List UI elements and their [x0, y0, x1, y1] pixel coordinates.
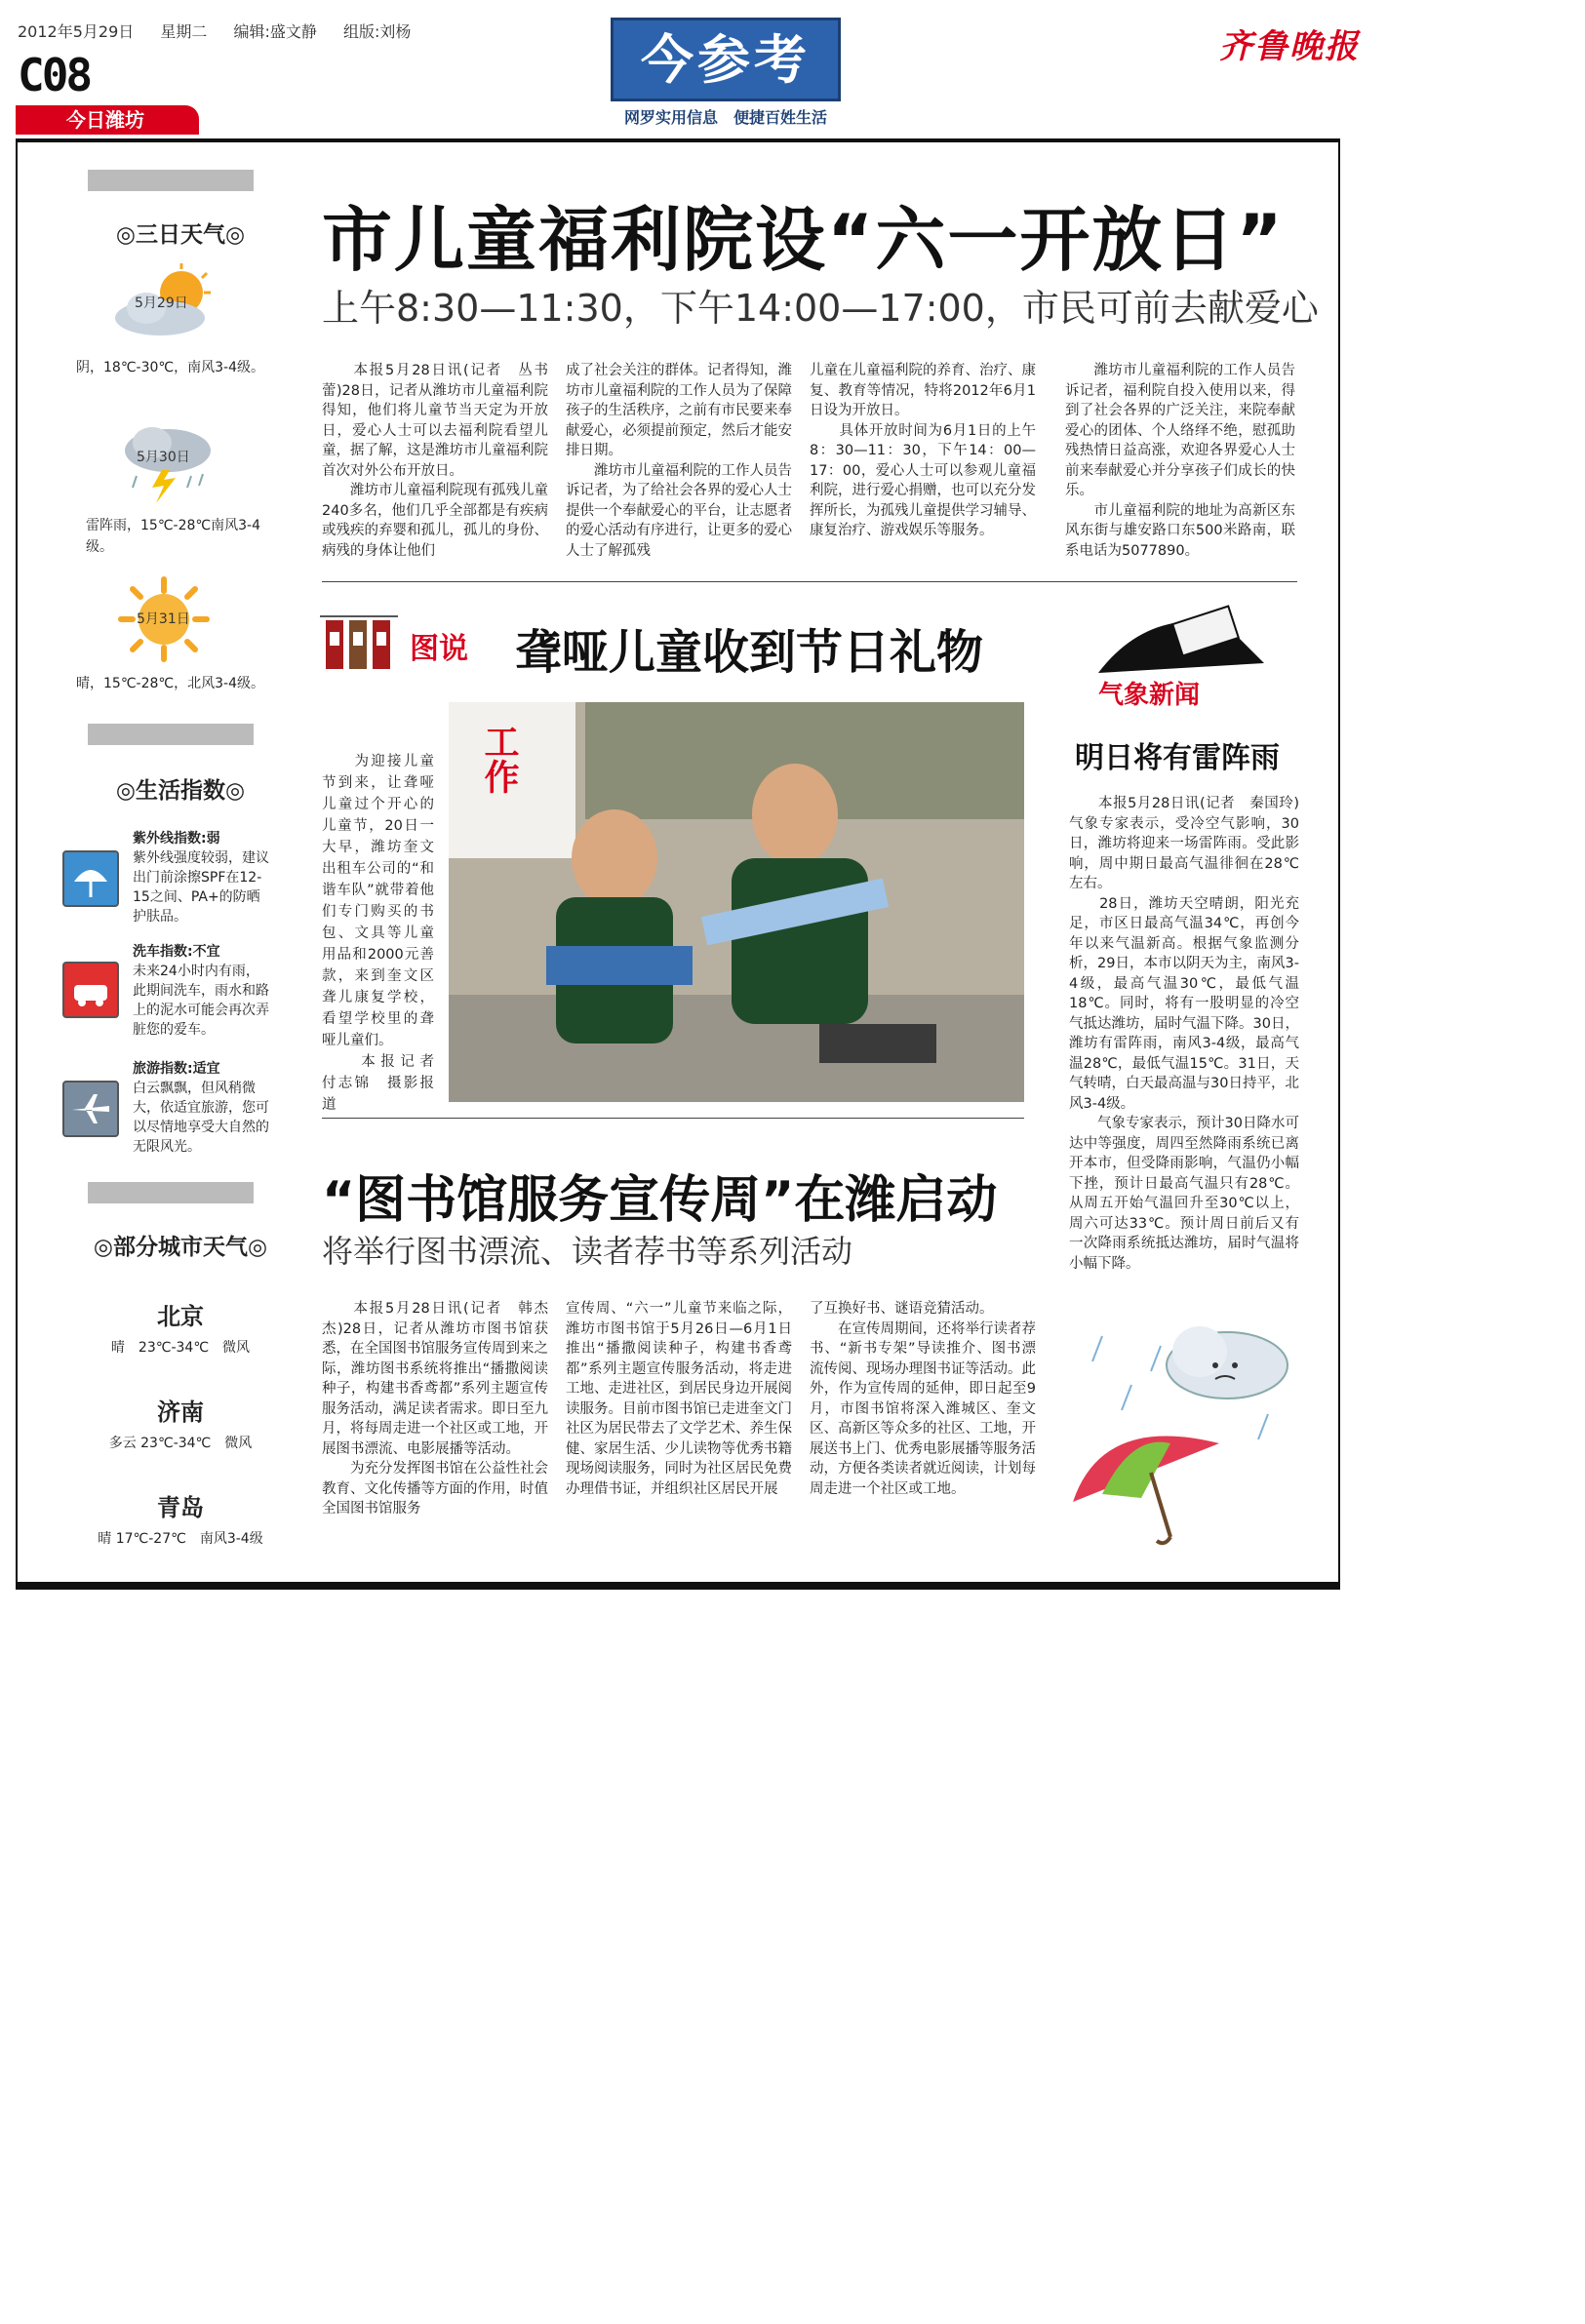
photo-caption: 为迎接儿童节到来，让聋哑儿童过个开心的儿童节，20日一大早，潍坊奎文出租车公司的“和谐车队”就带着他们专门购买的书包、文具等儿童用品和2000元善款，来到奎文区聋儿康复学校，看望学校里的聋哑儿童们。 本报记者 付志锦 摄影报道 [322, 754, 434, 1113]
column-logo: 今参考 [611, 18, 841, 101]
sidebar-gray-bar [88, 724, 254, 745]
section-label: 今日潍坊 [16, 105, 199, 135]
weather-news-headline: 明日将有雷阵雨 [1075, 741, 1280, 775]
layout-credit: 组版:刘杨 [342, 22, 412, 41]
city-jinan [39, 1393, 322, 1452]
day1-forecast: 阴，18℃-30℃，南风3-4级。 [76, 360, 264, 375]
life-index-title: ◎生活指数◎ [115, 778, 246, 804]
umbrella-uv-icon [62, 850, 119, 907]
cloud-umbrella-icon [1063, 1307, 1307, 1551]
photo-headline: 聋哑儿童收到节日礼物 [515, 625, 984, 680]
article2-headline: “图书馆服务宣传周”在潍启动 [322, 1171, 998, 1230]
car-wash-index [133, 942, 269, 1040]
car-wash-index-name: 洗车指数:不宜 [133, 944, 220, 960]
city-weather: 晴 23℃-34℃ 微风 [110, 1340, 251, 1356]
top-rule [16, 138, 1340, 142]
uv-index-text: 紫外线强度较弱，建议出门前涂擦SPF在12-15之间、PA+的防晒护肤品。 [133, 850, 269, 925]
header-meta [18, 20, 432, 42]
section-divider [322, 1118, 1024, 1119]
city-name: 济南 [157, 1398, 204, 1426]
article1-headline: 市儿童福利院设“六一开放日” [322, 199, 1285, 281]
car-wash-icon [62, 962, 119, 1018]
frame-right-rule [1338, 142, 1340, 1584]
day2-date: 5月30日 [137, 450, 190, 465]
frame-left-rule [16, 142, 18, 1584]
article1-col2: 成了社会关注的群体。记者得知，潍坊市儿童福利院的工作人员为了保障孩子的生活秩序，之前有市民要来奉献爱心，必须提前预定，然后才能安排日期。 潍坊市儿童福利院的工作人员告诉记者，为了给社会各界的爱心人士提供一个奉献爱心的平台，让志愿者的爱心活动有序进行，让更多的爱心人士了解孤残 [566, 363, 792, 559]
travel-index [133, 1059, 269, 1157]
sidebar-gray-bar [88, 170, 254, 191]
editor-credit: 编辑:盛文静 [233, 22, 317, 41]
frame-bottom-rule [16, 1582, 1340, 1590]
city-beijing [39, 1297, 322, 1357]
article2-subhead: 将举行图书漂流、读者荐书等系列活动 [322, 1233, 853, 1270]
article1-col4: 潍坊市儿童福利院的工作人员告诉记者，福利院自投入使用以来，得到了社会各界的广泛关注，来院奉献爱心的团体、个人络绎不绝，慰孤助残热情日益高涨，欢迎各界爱心人士前来奉献爱心并分享孩子们成长的快乐。 市儿童福利院的地址为高新区东风东街与雄安路口东500米路南，联系电话为5077890。 [1065, 363, 1295, 559]
day3-forecast: 晴，15℃-28℃，北风3-4级。 [76, 676, 264, 691]
day3-date: 5月31日 [137, 611, 190, 627]
city-qingdao [39, 1488, 322, 1548]
paper-masthead: 齐鲁晚报 [1219, 27, 1360, 66]
sidebar-gray-bar [88, 1182, 254, 1203]
uv-index-name: 紫外线指数:弱 [133, 831, 220, 847]
city-weather: 晴 17℃-27℃ 南风3-4级 [98, 1531, 263, 1547]
article2-col2: 宣传周、“六一”儿童节来临之际，潍坊市图书馆于5月26日—6月1日推出“播撒阅读种子，构建书香鸢都”系列主题宣传服务活动，将走进工地、走进社区，到居民身边开展阅读服务。目前市图书馆已走进奎文门社区为居民带去了文学艺术、养生保健、家居生活、少儿读物等优秀书籍现场阅读服务，同时为社区居民免费办理借书证，并组织社区居民开展 [566, 1301, 792, 1497]
weather-news-emblem-icon [1089, 605, 1274, 677]
section-divider [322, 581, 1297, 582]
city-name: 北京 [157, 1303, 204, 1330]
photo-tag: 图说 [410, 632, 468, 666]
photo-scene [449, 702, 1024, 1102]
uv-index [133, 829, 269, 926]
issue-weekday: 星期二 [160, 22, 208, 41]
article2-col1: 本报5月28日讯(记者 韩杰杰)28日，记者从潍坊市图书馆获悉，在全国图书馆服务宣传周到来之际，潍坊图书系统将推出“播撒阅读种子，构建书香鸢都”系列主题宣传服务活动，满足读者需求。即日至九月，将每周走进一个社区或工地，开展图书漂流、电影展播等活动。 为充分发挥图书馆在公益性社会教育、文化传播等方面的作用，时值全国图书馆服务 [322, 1301, 548, 1517]
article1-col3: 儿童在儿童福利院的养育、治疗、康复、教育等情况，特将2012年6月1日设为开放日。 具体开放时间为6月1日的上午8：30—11：30，下午14：00—17：00，爱心人士可以参观儿童福利院，进行爱心捐赠，也可以充分发挥所长，为孤残儿童提供学习辅导、康复治疗、游戏娱乐等服务。 [810, 363, 1036, 538]
car-wash-index-text: 未来24小时内有雨，此期间洗车，雨水和路上的泥水可能会再次弄脏您的爱车。 [133, 964, 269, 1038]
article1-subhead: 上午8:30—11:30，下午14:00—17:00，市民可前去献爱心 [322, 287, 1319, 330]
day1-date: 5月29日 [135, 295, 188, 311]
travel-index-name: 旅游指数:适宜 [133, 1061, 220, 1077]
cities-title: ◎部分城市天气◎ [93, 1235, 268, 1260]
weather-section-title: ◎三日天气◎ [115, 222, 246, 248]
page-number: C08 [18, 49, 91, 101]
article2-col3: 了互换好书、谜语竞猜活动。 在宣传周期间，还将举行读者荐书、“新书专架”导读推介、图书漂流传阅、现场办理图书证等活动。此外，作为宣传周的延伸，即日起至9月，市图书馆将深入潍城区、奎文区、高新区等众多的社区、工地，开展送书上门、优秀电影展播等服务活动，方便各类读者就近阅读，计划每周走进一个社区或工地。 [810, 1301, 1036, 1497]
city-name: 青岛 [157, 1494, 204, 1521]
city-weather: 多云 23℃-34℃ 微风 [108, 1436, 253, 1451]
article1-col1: 本报5月28日讯(记者 丛书蕾)28日，记者从潍坊市儿童福利院得知，他们将儿童节当天定为开放日，爱心人士可以去福利院看望儿童，据了解，这是潍坊市儿童福利院首次对外公布开放日。 潍坊市儿童福利院现有孤残儿童240多名，他们几乎全部都是有疾病或残疾的弃婴和孤儿，孤儿的身份、病残的身体让他们 [322, 363, 548, 559]
day2-forecast: 雷阵雨，15℃-28℃南风3-4级。 [86, 518, 260, 555]
photo-clothesline-icon [320, 607, 398, 675]
column-slogan: 网罗实用信息 便捷百姓生活 [623, 108, 827, 127]
weather-news-body: 本报5月28日讯(记者 秦国玲)气象专家表示，受冷空气影响，30日，潍坊将迎来一场雷阵雨。受此影响，周中期日最高气温徘徊在28℃左右。 28日，潍坊天空晴朗，阳光充足，市区日最高气温34℃，再创今年以来气温新高。根据气象监测分析，29日，本市以阴天为主，南风3-4级，最高气温30℃，最低气温18℃。同时，将有一股明显的冷空气抵达潍坊，届时气温下降。30日，潍坊有雷阵雨，南风3-4级，最高气温28℃，最低气温15℃。31日，天气转晴，白天最高温与30日持平，北风3-4级。 气象专家表示，预计30日降水可达中等强度，周四至然降雨系统已离开本市，但受降雨影响，气温仍小幅下挫，预计日最高气温只有28℃。从周五开始气温回升至30℃以上，周六可达33℃。预计周日前后又有一次降雨系统抵达潍坊，届时气温将小幅下降。 [1069, 796, 1299, 1272]
photo-children [449, 702, 1024, 1102]
travel-index-text: 白云飘飘，但风稍微大，依适宜旅游，您可以尽情地享受大自然的无限风光。 [133, 1081, 269, 1155]
weather-news-tag: 气象新闻 [1098, 681, 1201, 710]
plane-travel-icon [62, 1081, 119, 1137]
photo-sign-text: 工作 [479, 724, 519, 794]
issue-date: 2012年5月29日 [18, 22, 135, 41]
